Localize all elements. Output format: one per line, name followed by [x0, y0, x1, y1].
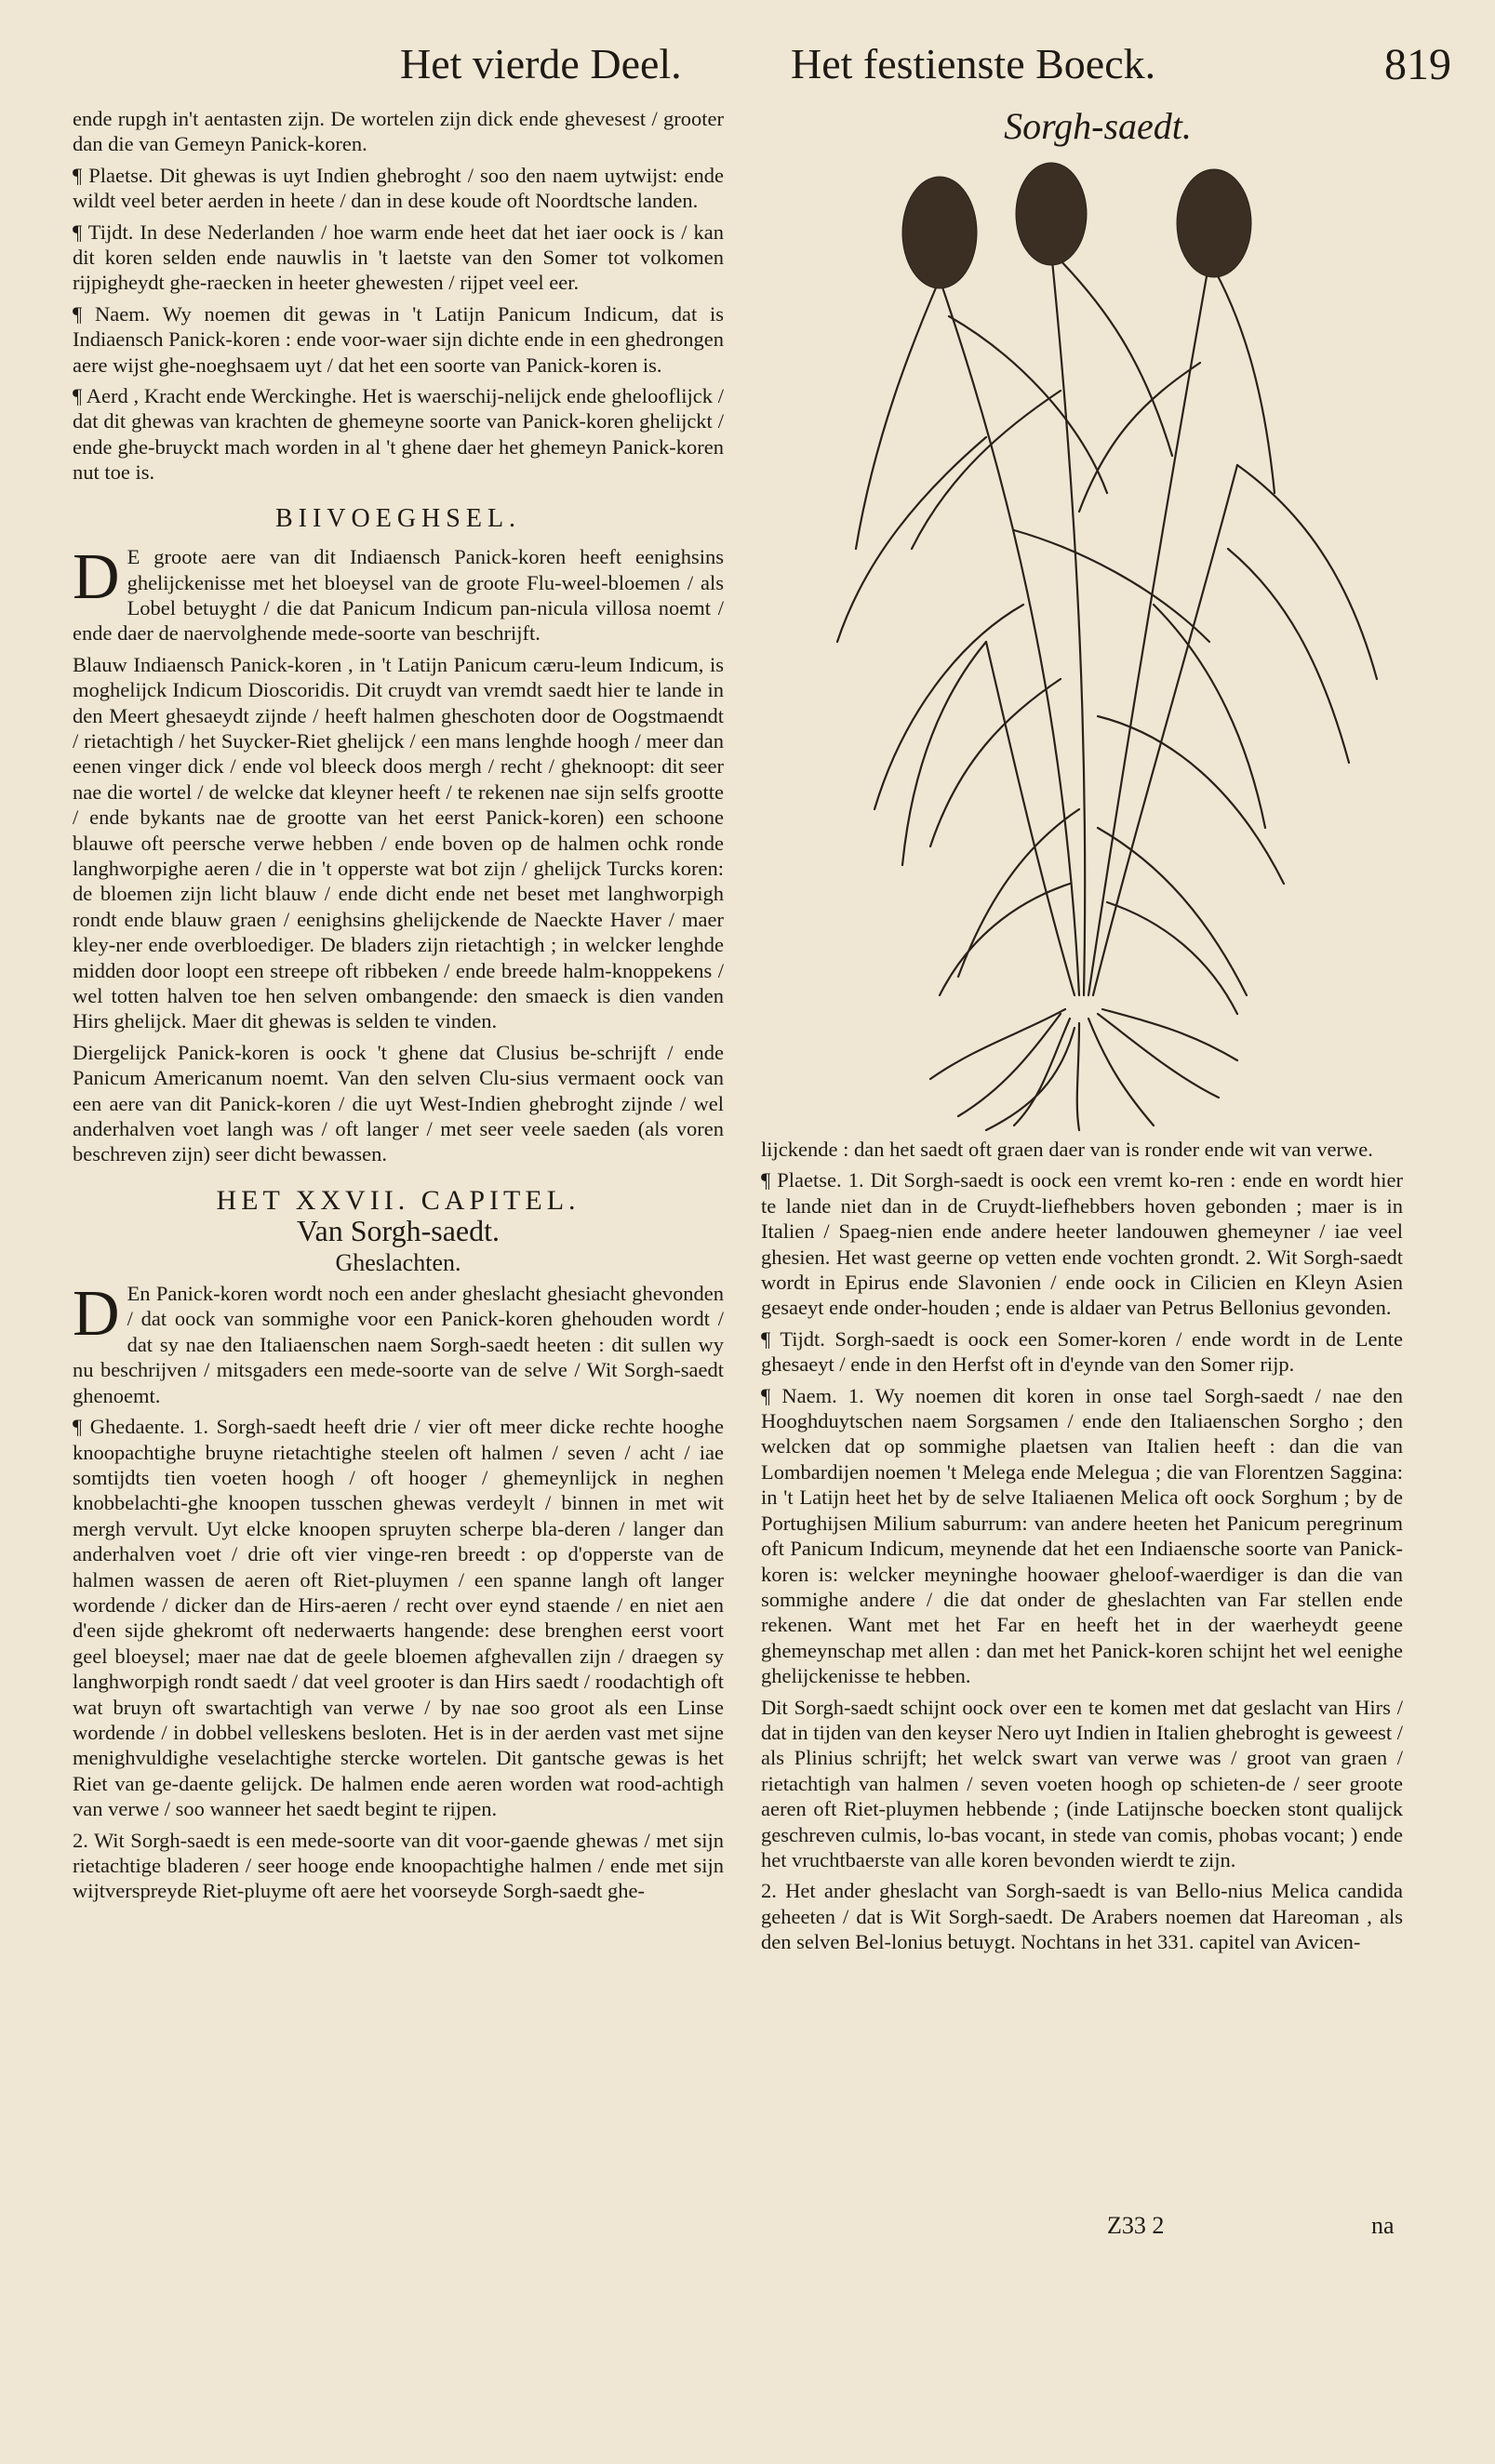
- paragraph: ¶ Ghedaente. 1. Sorgh-saedt heeft drie / vier oft meer dicke rechte hooghe knoopachtighe bruyne rietachtighe steelen oft halmen / seven / acht / iae somtijdts tien voeten hoogh / oft hooger / ghemeynlijck in neghen knobbelachti-ghe knoopen tusschen ghewas verdeylt / binnen in met wit mergh vervult. Uyt elcke knoopen spruyten scherpe bla-deren / langer dan anderhalven voet / drie oft vier vinge-ren breedt : op d'opperste van de halmen wassen de aeren oft Riet-pluymen / een spanne langh oft langer wordende / dicker dan de Hirs-aeren / recht over eynd staende / en niet aen d'een sijde ghekromt oft nederwaerts hangende: dese brenghen eerst voort geel bloeysel; maer nae dat de geele bloemen afghevallen zijn / draegen sy langhworpigh rondt saedt / dat veel grooter is dan Hirs saedt / roodachtigh oft wat bruyn oft swartachtigh van verwe / by nae soo groot als een Linse wordende / in dobbel velleskens besloten. Het is in der aerden vast met sijne menighvuldighe veselachtighe stercke wortelen. Dit gantsche gewas is het Riet van ge-daente gelijck. De halmen ende aeren worden wat rood-achtigh van verwe / soo wanneer het saedt begint te rijpen.: [73, 1415, 724, 1821]
- paragraph: Blauw Indiaensch Panick-koren , in 't Latijn Panicum cæru-leum Indicum, is moghelijck Indicum Dioscoridis. Dit cruydt van vremdt saedt hier te lande in den Meert ghesaeydt zijnde / heeft halmen gheschoten door de Oogstmaendt / rietachtigh / het Suycker-Riet ghelijck / een mans lenghde hoogh / meer dan eenen vinger dick / ende vol bleeck doos mergh / recht / gheknoopt: dit seer nae die wortel / de welcke dat kleyner heeft / te rekenen nae sijn selfs grootte / ende bykants nae de grootte van het eerst Panick-koren) een schoone blauwe oft peersche verwe hebben / ende boven op de halmen ochk ronde langhworpighe aeren / die in 't opperste wat bot zijn / ghelijck Turcks koren: de bloemen zijn licht blauw / ende dicht ende net beset met langhworpigh rondt ende blauw graen / eenighsins ghelijckende de Naeckte Haver / maer kley-ner ende overbloediger. De bladers zijn rietachtigh ; in welcker lenghde midden door loopt een streepe oft ribbeken / ende breede halm-knoppekens / wel totten halven toe hen selven ombangende: den smaeck is dien vanden Hirs ghelijck. Maer dit ghewas is selden te vinden.: [73, 652, 724, 1033]
- catchword: na: [1371, 2212, 1395, 2239]
- paragraph: Diergelijck Panick-koren is oock 't ghene dat Clusius be-schrijft / ende Panicum Americanum noemt. Van den selven Clu-sius vermaent oock van een aere van dit Panick-koren / die uyt West-Indien ghebroght zijnde / wel anderhalven voet langh was / oft langer / met seer veele saeden (als voren beschreven zijn) seer dicht bewassen.: [73, 1040, 724, 1166]
- paragraph-text: En Panick-koren wordt noch een ander gheslacht ghesiacht ghevonden / dat oock van sommighe voor een Panick-koren ghehouden wordt / dat sy nae den Italiaenschen naem Sorgh-saedt heeten : dit sullen wy nu beschrijven / mitsgaders een mede-soorte van de selve / Wit Sorgh-saedt ghenoemt.: [73, 1282, 724, 1407]
- paragraph: Dit Sorgh-saedt schijnt oock over een te komen met dat geslacht van Hirs / dat in tijden van den keyser Nero uyt Indien in Italien ghebroght is geweest / als Plinius schrijft; het welck swart van verwe was / groot van graen / rietachtigh van halmen / seven voeten hoogh op schieten-de / seer groote aeren oft Riet-pluymen hebbende ; (inde Latijnsche boecken stont qualijck geschreven culmis, lo-bas vocant, in stede van comis, phobas vocant; ) ende het vruchtbaerste van alle koren bevonden wierdt te zijn.: [761, 1695, 1403, 1871]
- paragraph: ¶ Naem. Wy noemen dit gewas in 't Latijn Panicum Indicum, dat is Indiaensch Panick-koren : ende voor-waer sijn dichte ende in een ghedrongen aere wijst ghe-noeghsaem uyt / dat het een soorte van Panick-koren is.: [73, 301, 724, 377]
- sorghum-plant-illustration: [800, 158, 1433, 1135]
- left-column: [73, 106, 724, 1910]
- paragraph: ¶ Plaetse. Dit ghewas is uyt Indien ghebroght / soo den naem uytwijst: ende wildt veel beter aerden in heete / dan in dese koude oft Noordtsche landen.: [73, 163, 724, 213]
- paragraph-with-dropcap: [73, 1278, 724, 1408]
- paragraph-text: E groote aere van dit Indiaensch Panick-koren heeft eenighsins ghelijckenisse met het bloeysel van de groote Flu-weel-bloemen / als Lobel betuyght / die dat Panicum Indicum pan-nicula villosa noemt / ende daer de naervolghende mede-soorte van beschrijft.: [73, 545, 724, 646]
- paragraph: ¶ Tijdt. Sorgh-saedt is oock een Somer-koren / ende wordt in de Lente ghesaeyt / ende in den Herfst oft in d'eynde van den Somer rijp.: [761, 1326, 1403, 1377]
- chapter-subtitle: Van Sorgh-saedt.: [296, 1214, 501, 1248]
- section-title: BIIVOEGHSEL.: [274, 503, 522, 533]
- paragraph: ¶ Aerd , Kracht ende Werckinghe. Het is waerschij-nelijck ende ghelooflijck / dat dit ghewas van krachten de ghemeyne soorte van Panick-koren ghelijckt / ende ghe-bruyckt mach worden in al 't ghene daer het ghemeyn Panick-koren nut toe is.: [73, 384, 724, 485]
- paragraph: ¶ Naem. 1. Wy noemen dit koren in onse tael Sorgh-saedt / nae den Hooghduytschen naem Sorgsamen / ende den Italiaenschen Sorgho ; den welcken dat op sommighe plaetsen van Italien heeft : dan die van Lombardijen noemen 't Melega ende Melegua ; die van Florentzen Saggina: in 't Latijn heet het by de selve Italiaenen Melica oft oock Sorghum ; by de Portughijsen Milium saburrum: van andere heeten het Panicum peregrinum oft Panicum Indicum, meynende dat het een Indiaensche soorte van Panick-koren is: welcker meyninghe hoowaer gheloof-waerdiger is dan die van sommighe andere / die dat onder de gheslachten van Far stellen ende rekenen. Want met het Far en heeft het in der waerheydt geene ghemeynschap met allen : dan met het Panick-koren schijnt het wel eenighe ghelijckenisse te hebben.: [761, 1383, 1403, 1688]
- paragraph: 2. Wit Sorgh-saedt is een mede-soorte van dit voor-gaende ghewas / met sijn rietachtige bladeren / seer hooge ende knoopachtighe halmen / ende met sijn wijtverspreyde Riet-pluyme oft aere het voorseyde Sorgh-saedt ghe-: [73, 1828, 724, 1903]
- header-book: Het festienste Boeck.: [791, 40, 1156, 87]
- drop-cap: D: [73, 1278, 120, 1351]
- drop-cap: D: [73, 541, 120, 614]
- paragraph: 2. Het ander gheslacht van Sorgh-saedt is van Bello-nius Melica candida geheeten / dat is Wit Sorgh-saedt. De Arabers noemen dat Hareoman , als den selven Bel-lonius betuygt. Nochtans in het 331. capitel van Avicen-: [761, 1879, 1403, 1954]
- paragraph: lijckende : dan het saedt oft graen daer van is ronder ende wit van verwe.: [761, 1138, 1373, 1161]
- header-part: Het vierde Deel.: [400, 40, 682, 87]
- right-column: [761, 1137, 1403, 1961]
- paragraph: ¶ Plaetse. 1. Dit Sorgh-saedt is oock een vremt ko-ren : ende en wordt hier te lande niet dan in de Cruydt-liefhebbers hoven gebonden ; maer is in Italien / Spaeg-nien ende andere heeter landouwen ghemeyner / iae veel ghesien. Het wast geerne op vetten ende vochten grondt. 2. Wit Sorgh-saedt wordt in Epirus ende Slavonien / ende oock in Cilicien en Kleyn Asien gesaeyt ende onder-houden ; ende is aldaer van Petrus Bellonius gevonden.: [761, 1168, 1403, 1320]
- running-header: [400, 39, 1451, 104]
- figure-caption: Sorgh-saedt.: [1004, 105, 1192, 147]
- page-number: 819: [1384, 40, 1451, 89]
- chapter-title: HET XXVII. CAPITEL.: [216, 1184, 581, 1216]
- chapter-subsection: Gheslachten.: [335, 1248, 461, 1276]
- paragraph-with-dropcap: [73, 541, 724, 646]
- paragraph: ende rupgh in't aentasten zijn. De wortelen zijn dick ende ghevesest / grooter dan die van Gemeyn Panick-koren.: [73, 107, 724, 156]
- paragraph: ¶ Tijdt. In dese Nederlanden / hoe warm ende heet dat het iaer oock is / kan dit koren selden ende nauwlis in 't laetste van den Somer tot volkomen rijpigheydt ghe-raecken in heeter ghewesten / rijpet veel eer.: [73, 220, 724, 295]
- signature-mark: Z33 2: [1107, 2212, 1165, 2239]
